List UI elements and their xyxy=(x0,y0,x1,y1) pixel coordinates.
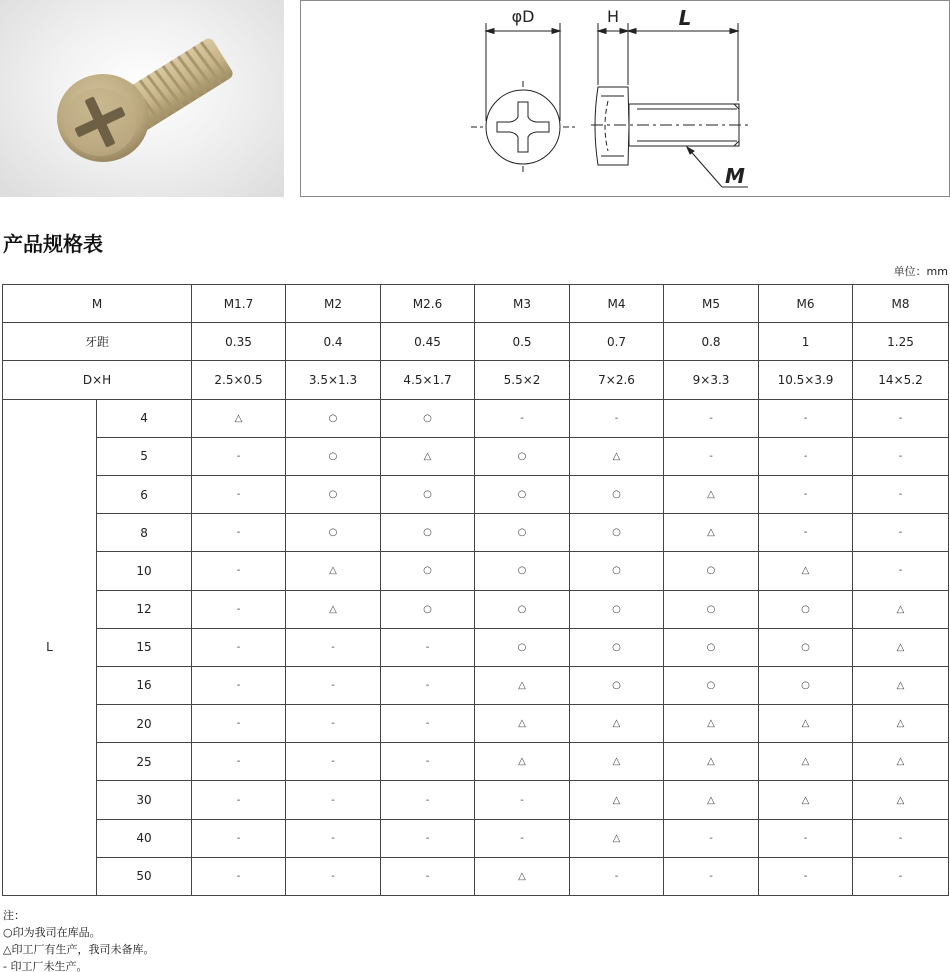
availability-cell: ○ xyxy=(759,666,853,704)
availability-cell: △ xyxy=(759,743,853,781)
length-group-label: L xyxy=(3,399,97,895)
availability-cell: - xyxy=(759,857,853,895)
availability-cell: - xyxy=(192,705,286,743)
dim-d-label: φD xyxy=(511,7,535,26)
availability-cell: - xyxy=(381,666,475,704)
availability-cell: - xyxy=(286,819,381,857)
pan-head-screw-image xyxy=(0,0,284,197)
dxh-value: 5.5×2 xyxy=(475,361,570,399)
availability-cell: - xyxy=(664,437,759,475)
availability-cell: ○ xyxy=(570,514,664,552)
size-m1-7: M1.7 xyxy=(192,285,286,323)
availability-cell: - xyxy=(286,781,381,819)
length-row xyxy=(3,743,949,781)
availability-cell: △ xyxy=(475,705,570,743)
dxh-value: 14×5.2 xyxy=(853,361,949,399)
availability-cell: △ xyxy=(570,819,664,857)
availability-cell: - xyxy=(381,743,475,781)
availability-cell: - xyxy=(853,475,949,513)
availability-cell: - xyxy=(286,743,381,781)
note-factory-only: △印工厂有生产，我司未备库。 xyxy=(3,943,155,956)
availability-cell: △ xyxy=(759,552,853,590)
pitch-value: 0.7 xyxy=(570,323,664,361)
availability-cell: ○ xyxy=(381,590,475,628)
availability-cell: - xyxy=(664,399,759,437)
availability-cell: ○ xyxy=(664,666,759,704)
length-row xyxy=(3,705,949,743)
screw-dimension-diagram xyxy=(301,1,950,198)
note-in-stock: ○印为我司在库品。 xyxy=(3,926,101,939)
header-row-m xyxy=(3,285,949,323)
size-m2: M2 xyxy=(286,285,381,323)
availability-cell: - xyxy=(853,552,949,590)
availability-cell: - xyxy=(853,399,949,437)
product-photo xyxy=(0,0,284,197)
availability-cell: - xyxy=(286,857,381,895)
availability-cell: ○ xyxy=(570,590,664,628)
availability-cell: △ xyxy=(664,705,759,743)
availability-cell: ○ xyxy=(664,552,759,590)
dxh-value: 4.5×1.7 xyxy=(381,361,475,399)
availability-cell: - xyxy=(759,437,853,475)
availability-cell: △ xyxy=(853,666,949,704)
availability-cell: - xyxy=(570,857,664,895)
availability-cell: △ xyxy=(853,781,949,819)
availability-cell: △ xyxy=(853,705,949,743)
availability-cell: - xyxy=(381,705,475,743)
availability-cell: △ xyxy=(192,399,286,437)
length-value: 40 xyxy=(97,819,192,857)
dxh-label: D×H xyxy=(3,361,192,399)
note-not-produced: - 印工厂未生产。 xyxy=(3,960,88,972)
size-m8: M8 xyxy=(853,285,949,323)
pitch-value: 0.8 xyxy=(664,323,759,361)
availability-cell: - xyxy=(192,743,286,781)
availability-cell: - xyxy=(853,819,949,857)
availability-cell: ○ xyxy=(475,552,570,590)
availability-cell: ○ xyxy=(570,666,664,704)
length-value: 5 xyxy=(97,437,192,475)
length-value: 30 xyxy=(97,781,192,819)
availability-cell: ○ xyxy=(381,399,475,437)
availability-cell: △ xyxy=(664,781,759,819)
length-row xyxy=(3,590,949,628)
availability-cell: - xyxy=(381,781,475,819)
length-row xyxy=(3,437,949,475)
availability-cell: △ xyxy=(570,705,664,743)
availability-cell: - xyxy=(759,514,853,552)
availability-cell: ○ xyxy=(381,514,475,552)
unit-label: 单位：mm xyxy=(893,265,948,278)
length-value: 6 xyxy=(97,475,192,513)
length-value: 50 xyxy=(97,857,192,895)
availability-cell: ○ xyxy=(759,590,853,628)
availability-cell: - xyxy=(286,628,381,666)
dimension-drawing xyxy=(300,0,950,197)
availability-cell: - xyxy=(192,552,286,590)
size-m5: M5 xyxy=(664,285,759,323)
availability-cell: - xyxy=(192,819,286,857)
length-value: 16 xyxy=(97,666,192,704)
availability-cell: △ xyxy=(570,437,664,475)
availability-cell: ○ xyxy=(381,552,475,590)
availability-cell: ○ xyxy=(286,399,381,437)
availability-cell: - xyxy=(381,819,475,857)
availability-cell: △ xyxy=(759,705,853,743)
length-value: 12 xyxy=(97,590,192,628)
availability-cell: △ xyxy=(570,781,664,819)
length-row xyxy=(3,552,949,590)
availability-cell: - xyxy=(192,628,286,666)
availability-cell: ○ xyxy=(286,475,381,513)
availability-cell: ○ xyxy=(664,590,759,628)
availability-cell: - xyxy=(475,399,570,437)
spec-table xyxy=(2,284,949,896)
availability-cell: - xyxy=(759,475,853,513)
availability-cell: △ xyxy=(853,743,949,781)
availability-cell: - xyxy=(192,437,286,475)
availability-cell: - xyxy=(381,628,475,666)
availability-cell: △ xyxy=(853,628,949,666)
availability-cell: △ xyxy=(286,590,381,628)
availability-cell: - xyxy=(192,781,286,819)
availability-cell: - xyxy=(664,857,759,895)
dxh-value: 2.5×0.5 xyxy=(192,361,286,399)
availability-cell: ○ xyxy=(381,475,475,513)
availability-cell: ○ xyxy=(475,437,570,475)
size-m2-6: M2.6 xyxy=(381,285,475,323)
availability-cell: - xyxy=(759,819,853,857)
availability-cell: ○ xyxy=(570,475,664,513)
pitch-value: 1 xyxy=(759,323,853,361)
thread-m-label: M xyxy=(725,164,745,188)
size-m4: M4 xyxy=(570,285,664,323)
notes-heading: 注： xyxy=(3,909,25,922)
head-side-view xyxy=(595,87,629,165)
availability-cell: - xyxy=(192,666,286,704)
dxh-value: 10.5×3.9 xyxy=(759,361,853,399)
length-row xyxy=(3,514,949,552)
availability-cell: - xyxy=(286,705,381,743)
availability-cell: ○ xyxy=(286,437,381,475)
length-row xyxy=(3,857,949,895)
availability-cell: △ xyxy=(475,857,570,895)
availability-cell: ○ xyxy=(664,628,759,666)
length-value: 8 xyxy=(97,514,192,552)
length-row xyxy=(3,628,949,666)
availability-cell: ○ xyxy=(475,628,570,666)
length-value: 4 xyxy=(97,399,192,437)
notes xyxy=(3,907,154,972)
spec-table-body xyxy=(3,285,949,896)
availability-cell: △ xyxy=(664,514,759,552)
availability-cell: ○ xyxy=(475,475,570,513)
availability-cell: - xyxy=(853,437,949,475)
availability-cell: ○ xyxy=(570,628,664,666)
availability-cell: △ xyxy=(759,781,853,819)
availability-cell: ○ xyxy=(286,514,381,552)
dim-l-label: L xyxy=(678,6,692,30)
pitch-label: 牙距 xyxy=(3,323,192,361)
availability-cell: △ xyxy=(475,666,570,704)
pitch-value: 0.5 xyxy=(475,323,570,361)
header-m-label: M xyxy=(3,285,192,323)
pitch-row xyxy=(3,323,949,361)
page-title: 产品规格表 xyxy=(3,232,103,256)
availability-cell: - xyxy=(286,666,381,704)
availability-cell: △ xyxy=(475,743,570,781)
dxh-value: 9×3.3 xyxy=(664,361,759,399)
availability-cell: - xyxy=(475,819,570,857)
availability-cell: △ xyxy=(664,743,759,781)
length-row xyxy=(3,666,949,704)
availability-cell: △ xyxy=(286,552,381,590)
availability-cell: - xyxy=(192,857,286,895)
length-value: 15 xyxy=(97,628,192,666)
size-m6: M6 xyxy=(759,285,853,323)
dim-h-label: H xyxy=(606,7,620,26)
availability-cell: △ xyxy=(570,743,664,781)
availability-cell: ○ xyxy=(759,628,853,666)
availability-cell: - xyxy=(853,857,949,895)
dxh-value: 3.5×1.3 xyxy=(286,361,381,399)
availability-cell: - xyxy=(664,819,759,857)
dxh-row xyxy=(3,361,949,399)
availability-cell: ○ xyxy=(475,514,570,552)
pitch-value: 0.35 xyxy=(192,323,286,361)
length-row xyxy=(3,781,949,819)
length-row xyxy=(3,399,949,437)
availability-cell: △ xyxy=(853,590,949,628)
length-row xyxy=(3,819,949,857)
availability-cell: - xyxy=(475,781,570,819)
length-value: 25 xyxy=(97,743,192,781)
availability-cell: - xyxy=(853,514,949,552)
length-row xyxy=(3,475,949,513)
availability-cell: ○ xyxy=(475,590,570,628)
size-m3: M3 xyxy=(475,285,570,323)
length-value: 20 xyxy=(97,705,192,743)
pitch-value: 0.45 xyxy=(381,323,475,361)
availability-cell: - xyxy=(381,857,475,895)
dxh-value: 7×2.6 xyxy=(570,361,664,399)
length-value: 10 xyxy=(97,552,192,590)
availability-cell: - xyxy=(759,399,853,437)
availability-cell: ○ xyxy=(570,552,664,590)
availability-cell: △ xyxy=(664,475,759,513)
availability-cell: - xyxy=(192,475,286,513)
pitch-value: 1.25 xyxy=(853,323,949,361)
availability-cell: - xyxy=(192,590,286,628)
availability-cell: - xyxy=(192,514,286,552)
availability-cell: △ xyxy=(381,437,475,475)
pitch-value: 0.4 xyxy=(286,323,381,361)
availability-cell: - xyxy=(570,399,664,437)
